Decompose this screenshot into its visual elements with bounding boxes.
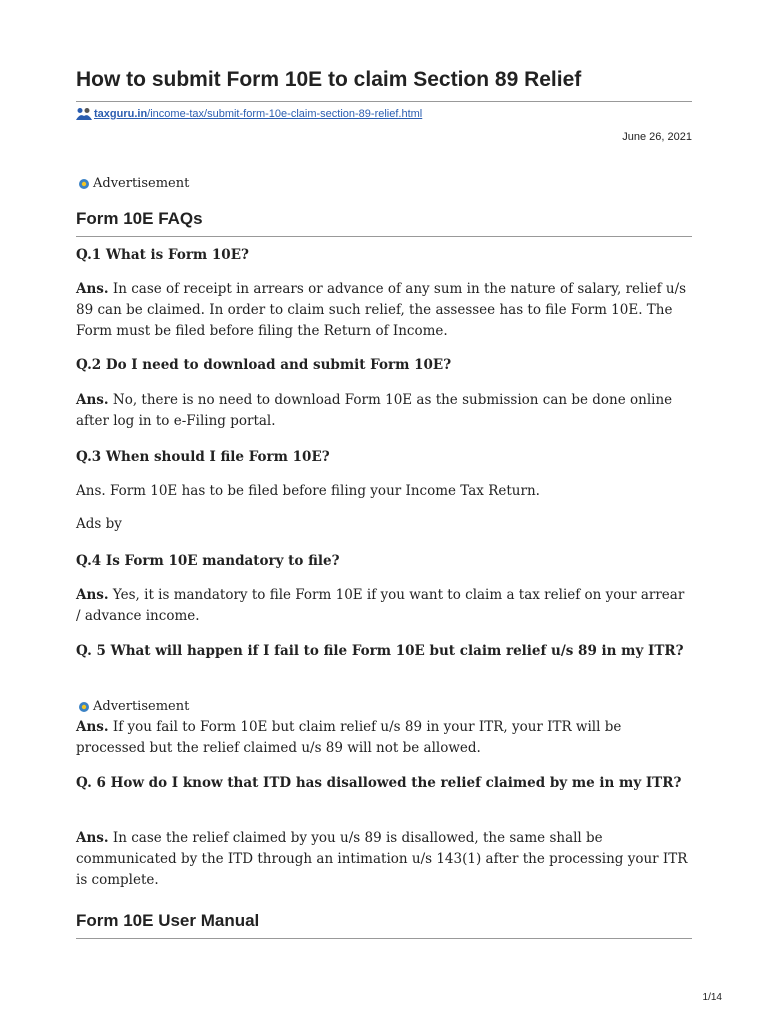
page-title: How to submit Form 10E to claim Section 89 Relief xyxy=(76,68,582,91)
faq-question-3: Q.3 When should I file Form 10E? xyxy=(76,449,330,465)
faq-question-2: Q.2 Do I need to download and submit Form 10E? xyxy=(76,357,452,373)
advertisement-label[interactable] xyxy=(78,175,189,193)
answer-label: Ans. xyxy=(76,830,109,846)
title-divider xyxy=(76,101,692,102)
advertisement-text: Advertisement xyxy=(93,176,190,191)
publish-date: June 26, 2021 xyxy=(622,131,692,143)
faq-answer-2 xyxy=(76,390,692,432)
advertisement-text: Advertisement xyxy=(93,699,190,714)
faq-answer-4 xyxy=(76,585,692,627)
user-manual-heading: Form 10E User Manual xyxy=(76,911,260,930)
faq-answer-6 xyxy=(76,828,692,891)
faq-answer-3: Ans. Form 10E has to be filed before filing your Income Tax Return. xyxy=(76,483,540,499)
answer-text: If you fail to Form 10E but claim relief u/s 89 in your ITR, your ITR will be processed but the relief claimed u/s 89 will not be allowed. xyxy=(76,719,622,756)
answer-label: Ans. xyxy=(76,392,109,408)
answer-label: Ans. xyxy=(76,719,109,735)
source-domain-link[interactable]: taxguru.in xyxy=(94,108,148,120)
answer-label: Ans. xyxy=(76,281,109,297)
source-link[interactable] xyxy=(76,106,422,122)
answer-text: In case of receipt in arrears or advance of any sum in the nature of salary, relief u/s 89 can be claimed. In order to claim such relief, the assessee has to file Form 10E. The Form must be filed before filing the Return of Income. xyxy=(76,281,687,339)
faq-answer-5 xyxy=(76,717,692,759)
answer-text: Yes, it is mandatory to file Form 10E if you want to claim a tax relief on your arrear / advance income. xyxy=(76,587,685,624)
advertisement-label-2[interactable] xyxy=(78,698,189,716)
faq-question-4: Q.4 Is Form 10E mandatory to file? xyxy=(76,553,340,569)
taxguru-logo-icon xyxy=(76,107,92,121)
ads-by-label[interactable]: Ads by xyxy=(76,516,122,532)
faqs-heading: Form 10E FAQs xyxy=(76,209,203,228)
ad-choices-icon xyxy=(78,178,90,190)
user-manual-divider xyxy=(76,938,692,939)
answer-text: No, there is no need to download Form 10E as the submission can be done online after log in to e-Filing portal. xyxy=(76,392,673,429)
source-path-link[interactable]: /income-tax/submit-form-10e-claim-section-89-relief.html xyxy=(147,108,423,120)
faq-question-1: Q.1 What is Form 10E? xyxy=(76,247,249,263)
answer-label: Ans. xyxy=(76,587,109,603)
answer-text: In case the relief claimed by you u/s 89 is disallowed, the same shall be communicated by the ITD through an intimation u/s 143(1) after the processing your ITR is complete. xyxy=(76,830,688,888)
page-number: 1/14 xyxy=(702,992,722,1003)
ad-choices-icon xyxy=(78,701,90,713)
faq-answer-1 xyxy=(76,279,692,342)
faqs-divider xyxy=(76,236,692,237)
faq-question-6: Q. 6 How do I know that ITD has disallowed the relief claimed by me in my ITR? xyxy=(76,775,682,791)
faq-question-5: Q. 5 What will happen if I fail to file Form 10E but claim relief u/s 89 in my ITR? xyxy=(76,643,684,659)
